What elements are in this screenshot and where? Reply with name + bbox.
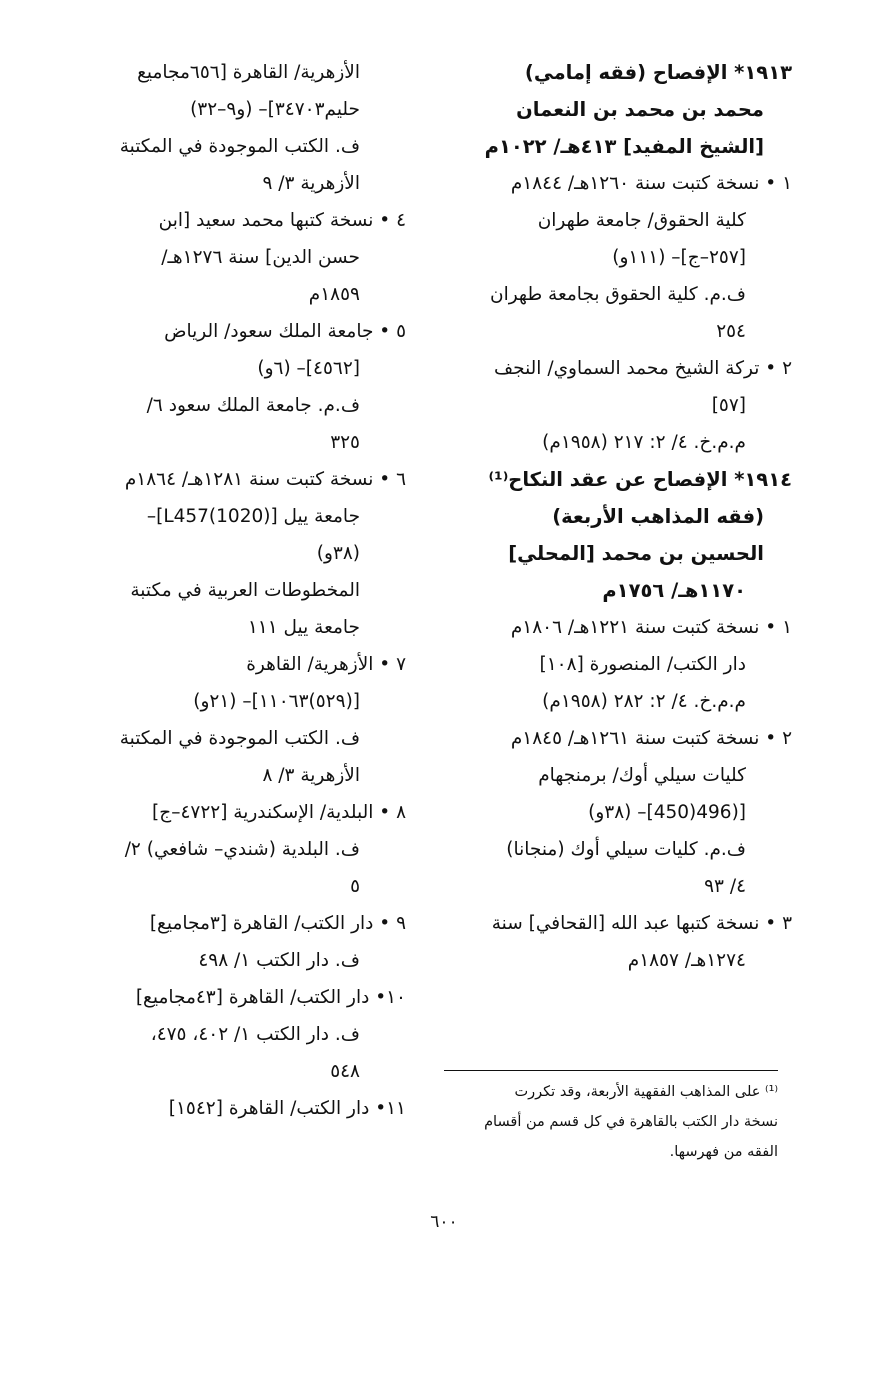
right-column-line: دار الكتب/ المنصورة [١٠٨] bbox=[539, 654, 746, 675]
left-column-line: ف. البلدية (شندي– شافعي) ٢/ bbox=[124, 839, 360, 860]
right-column-line: الحسين بن محمد [المحلي] bbox=[508, 542, 764, 565]
left-column-line: ١٠• دار الكتب/ القاهرة [٤٣مجاميع] bbox=[135, 987, 406, 1008]
left-column-line: حسن الدين] سنة ١٢٧٦هـ/ bbox=[161, 247, 360, 268]
right-column-line: م.م.خ. ٤/ ٢: ٢١٧ (١٩٥٨م) bbox=[542, 432, 746, 453]
left-column-line: ٨ • البلدية/ الإسكندرية [٤٧٢٢–ج] bbox=[152, 802, 406, 823]
right-column-line: ١٩١٤* الإفصاح عن عقد النكاح⁽¹⁾ bbox=[488, 468, 792, 491]
right-column-line: ٢ • تركة الشيخ محمد السماوي/ النجف bbox=[494, 358, 792, 379]
right-column-line: ٢٥٤ bbox=[716, 321, 746, 342]
left-column-line: (٣٨و) bbox=[316, 543, 360, 564]
right-column bbox=[452, 54, 792, 979]
right-column-line: [الشيخ المفيد] ٤١٣هـ/ ١٠٢٢م bbox=[484, 135, 764, 158]
right-column-line: ٣ • نسخة كتبها عبد الله [القحافي] سنة bbox=[491, 913, 792, 934]
right-column-line: ف.م. كلية الحقوق بجامعة طهران bbox=[489, 284, 746, 305]
left-column-line: جامعة ييل ١١١ bbox=[247, 617, 360, 638]
left-column-line: الأزهرية ٣/ ٩ bbox=[262, 173, 360, 194]
footnote bbox=[444, 1070, 778, 1167]
footnote-line: الفقه من فهرسها. bbox=[669, 1144, 778, 1160]
right-column-line: م.م.خ. ٤/ ٢: ٢٨٢ (١٩٥٨م) bbox=[542, 691, 746, 712]
left-column-line: ف. دار الكتب ١/ ٤٩٨ bbox=[198, 950, 360, 971]
left-column-line: ف.م. جامعة الملك سعود ٦/ bbox=[146, 395, 360, 416]
left-column-line: ف. دار الكتب ١/ ٤٠٢، ٤٧٥، bbox=[150, 1024, 360, 1045]
right-column-line: كليات سيلي أوك/ برمنجهام bbox=[538, 765, 746, 786]
right-column-line: ١٢٧٤هـ/ ١٨٥٧م bbox=[627, 950, 746, 971]
footnote-line: ⁽¹⁾ على المذاهب الفقهية الأربعة، وقد تكررت bbox=[514, 1084, 778, 1100]
left-column-line: ٥ • جامعة الملك سعود/ الرياض bbox=[164, 321, 406, 342]
right-column-line: ١ • نسخة كتبت سنة ١٢٦٠هـ/ ١٨٤٤م bbox=[510, 173, 792, 194]
right-column-line: كلية الحقوق/ جامعة طهران bbox=[537, 210, 746, 231]
left-column-line: ١٨٥٩م bbox=[308, 284, 360, 305]
right-column-line: ١٩١٣* الإفصاح (فقه إمامي) bbox=[524, 61, 792, 84]
right-column-line: ف.م. كليات سيلي أوك (منجانا) bbox=[506, 839, 746, 860]
left-column-line: ٩ • دار الكتب/ القاهرة [٣مجاميع] bbox=[149, 913, 406, 934]
left-column-line: ٣٢٥ bbox=[330, 432, 360, 453]
left-column-line: المخطوطات العربية في مكتبة bbox=[130, 580, 360, 601]
left-column-line: ٧ • الأزهرية/ القاهرة bbox=[246, 654, 406, 675]
left-column bbox=[66, 54, 406, 1127]
left-column-line: [(٥٢٩)١١٠٦٣]– (٢١و) bbox=[193, 691, 360, 712]
right-column-line: ٤/ ٩٣ bbox=[704, 876, 746, 897]
left-column-line: ف. الكتب الموجودة في المكتبة bbox=[119, 136, 360, 157]
left-column-line: ١١• دار الكتب/ القاهرة [١٥٤٢] bbox=[168, 1098, 406, 1119]
right-column-line: [(496(450]– (٣٨و) bbox=[588, 802, 746, 823]
left-column-line: الأزهرية/ القاهرة [٦٥٦مجاميع bbox=[137, 62, 360, 83]
left-column-line: الأزهرية ٣/ ٨ bbox=[262, 765, 360, 786]
right-column-line: محمد بن محمد بن النعمان bbox=[516, 98, 764, 121]
left-column-line: حليم٣٤٧٠٣]– (و٩–٣٢) bbox=[190, 99, 360, 120]
left-column-line: ٥ bbox=[350, 876, 360, 897]
left-column-line: ٦ • نسخة كتبت سنة ١٢٨١هـ/ ١٨٦٤م bbox=[124, 469, 406, 490]
right-column-line: [٢٥٧–ج]– (١١١و) bbox=[612, 247, 746, 268]
left-column-line: ف. الكتب الموجودة في المكتبة bbox=[119, 728, 360, 749]
right-column-line: ١١٧٠هـ/ ١٧٥٦م bbox=[602, 579, 746, 602]
right-column-line: (فقه المذاهب الأربعة) bbox=[552, 505, 764, 528]
page-number: ٦٠٠ bbox=[430, 1212, 458, 1232]
right-column-line: ٢ • نسخة كتبت سنة ١٢٦١هـ/ ١٨٤٥م bbox=[510, 728, 792, 749]
right-column-line: ١ • نسخة كتبت سنة ١٢٢١هـ/ ١٨٠٦م bbox=[510, 617, 792, 638]
left-column-line: جامعة ييل [L457(1020)]– bbox=[146, 506, 360, 527]
left-column-line: ٥٤٨ bbox=[330, 1061, 360, 1082]
right-column-line: [٥٧] bbox=[711, 395, 746, 416]
footnote-line: نسخة دار الكتب بالقاهرة في كل قسم من أقسام bbox=[484, 1114, 778, 1130]
footnote-rule bbox=[444, 1070, 778, 1071]
left-column-line: ٤ • نسخة كتبها محمد سعيد [ابن bbox=[158, 210, 406, 231]
left-column-line: [٤٥٦٢]– (٦و) bbox=[257, 358, 360, 379]
